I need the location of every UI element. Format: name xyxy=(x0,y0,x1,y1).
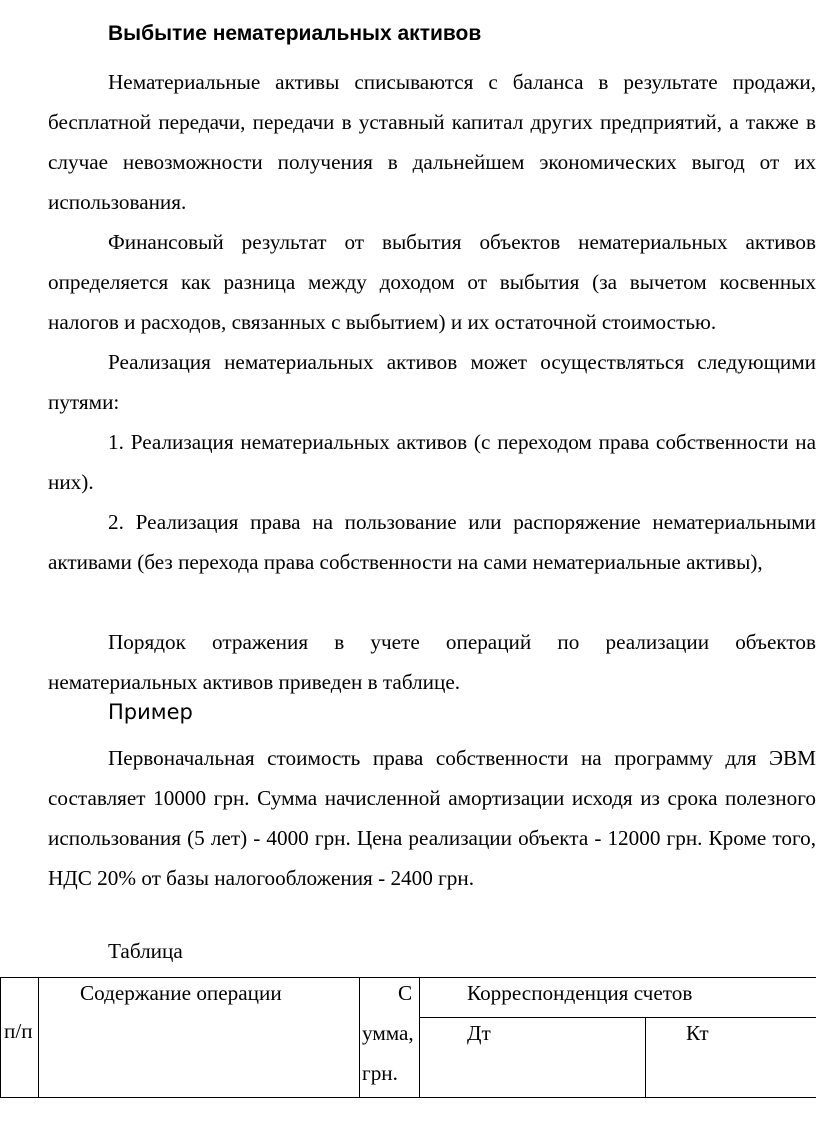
list-item-2: 2. Реализация права на пользование или распоряжение нематериальными активами (без перехода права собственности на сами нематериальные активы), xyxy=(48,510,816,574)
table-col-divider-4 xyxy=(645,1017,646,1098)
table-left-border xyxy=(0,977,1,1098)
table-caption: Таблица xyxy=(108,939,183,963)
table-header-credit: Кт xyxy=(686,1021,709,1045)
paragraph-1: Нематериальные активы списываются с баланса в результате продажи, бесплатной передачи, передачи в уставный капитал других предприятий, а также в случае невозможности получения в дальнейшем экономических выгод от их использования. xyxy=(48,70,816,214)
table-header-content: Содержание операции xyxy=(80,981,282,1005)
example-heading: Пример xyxy=(108,700,193,724)
table-col-divider-1 xyxy=(38,977,39,1098)
table-header-sum-line1: С xyxy=(398,981,413,1005)
paragraph-3: Реализация нематериальных активов может осуществляться следующими путями: xyxy=(48,350,816,414)
table-header-bottom-border xyxy=(0,1097,816,1098)
paragraph-2: Финансовый результат от выбытия объектов нематериальных активов определяется как разница между доходом от выбытия (за вычетом косвенных налогов и расходов, связанных с выбытием) и их остаточной стоимостью. xyxy=(48,230,816,334)
table-top-border xyxy=(0,977,816,978)
paragraph-4: Порядок отражения в учете операций по реализации объектов нематериальных активов приведен в таблице. xyxy=(48,630,816,694)
table-subheader-border xyxy=(419,1017,816,1018)
list-item-1: 1. Реализация нематериальных активов (с переходом права собственности на них). xyxy=(48,430,816,494)
example-paragraph: Первоначальная стоимость права собственности на программу для ЭВМ составляет 10000 грн. Сумма начисленной амортизации исходя из срока полезного использования (5 лет) - 4000 грн. Цена реализации объекта - 12000 грн. Кроме того, НДС 20% от базы налогообложения - 2400 грн. xyxy=(48,746,816,890)
table-header-correspondence: Корреспонденция счетов xyxy=(467,981,693,1005)
table-header-debit: Дт xyxy=(467,1021,491,1045)
table-header-sum-line2: умма, xyxy=(362,1021,414,1045)
table-col-divider-2 xyxy=(359,977,360,1098)
table-header-number: п/п xyxy=(4,1019,33,1043)
table-header-sum-line3: грн. xyxy=(362,1061,398,1085)
section-heading: Выбытие нематериальных активов xyxy=(108,22,482,45)
table-col-divider-3 xyxy=(419,977,420,1098)
